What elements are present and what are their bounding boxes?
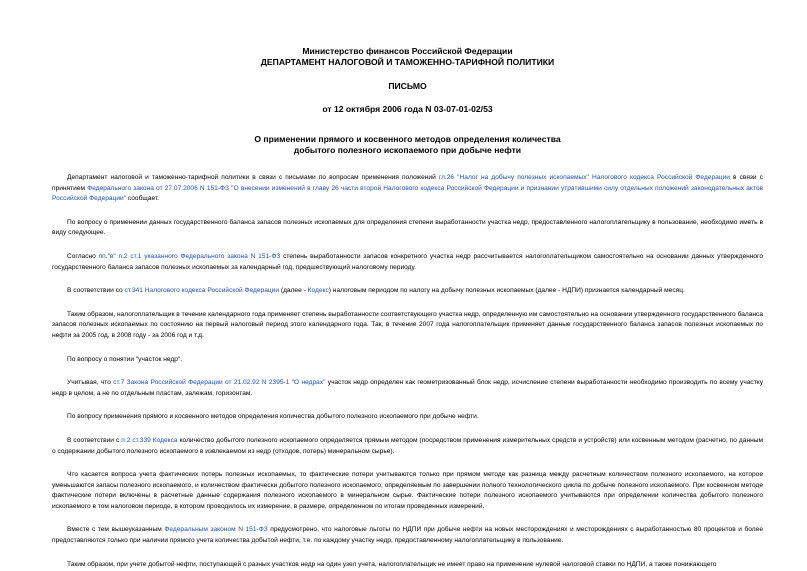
paragraph-text: участок недр определен как геометризованный блок недр, исчисление степени выработанности необходимо производить по всему участку недр в целом, а не по отдельным пластам, залежам, горизонтам. [52,379,763,397]
paragraph [52,286,763,297]
document-link[interactable]: ст.341 Налогового кодекса Российской Федерации [124,287,280,295]
paragraph-text: По вопросу применения прямого и косвенного методов определения количества добытого полезного ископаемого при добыче нефти. [67,413,479,421]
paragraph-text: сообщает. [126,195,160,203]
document-link[interactable]: пп."в" п.2 ст.1 указанного Федерального закона N 151-ФЗ [98,252,281,260]
ministry-name: Министерство финансов Российской Федерации [302,46,513,56]
paragraph [52,173,763,205]
document-link[interactable]: Федерального закона от 27.07.2006 N 151-ФЗ "О внесении изменений в главу 26 части второй Налогового кодекса Российской Федерации и признании утратившими силу отдельных положений законодательных актов Российской Федерации" [52,184,763,203]
document-link[interactable]: Кодекс [307,287,329,295]
paragraph [52,378,763,399]
paragraph-text: количество добытого полезного ископаемого определяется прямым методом (посредством применения измерительных средств и устройств) или косвенным методом (расчетно, по данным о содержании добытого полезного ископаемого в извлекаемом из недр (отходов, потерь) минеральном сырье). [52,436,763,455]
document-title-line-1: О применении прямого и косвенного методов определения количества [254,134,561,144]
paragraph-text: степень выработанности запасов конкретного участка недр рассчитывается налогоплательщиком самостоятельно на основании данных утвержденного государственного баланса запасов полезных ископаемых за календарный год, предшествующий налоговому периоду. [52,252,763,271]
paragraph [52,252,763,273]
document-type: ПИСЬМО [388,81,427,91]
paragraph [52,310,763,342]
paragraph [52,436,763,457]
paragraph-text: Учитывая, что [67,379,114,387]
paragraph-text: Департамент налоговой и таможенно-тарифной политики в связи с письмами по вопросам применения положений [67,174,439,181]
paragraph-text: ) налоговым периодом по налогу на добычу полезных ископаемых (далее - НДПИ) признается календарный месяц. [328,287,685,295]
paragraph-text: предусмотрено, что налоговые льготы по НДПИ при добыче нефти на новых месторождениях и месторождениях с выработанностью 80 процентов и более предоставляются только при наличии прямого учета количества добытой нефти, т.е. по каждому участку недр, предоставленному налогоплательщику в пользование. [52,526,763,545]
document-link[interactable]: ст.7 Закона Российской Федерации от 21.02.92 N 2395-1 "О недрах" [113,379,326,387]
paragraph-text: Вместе с тем вышеуказанным [67,526,165,534]
paragraph [52,525,763,546]
paragraph [52,355,763,366]
document-link[interactable]: Федеральным законом N 151-ФЗ [164,526,268,534]
paragraph-text: в связи с принятием [52,174,763,192]
document-body [52,173,763,570]
department-name: ДЕПАРТАМЕНТ НАЛОГОВОЙ И ТАМОЖЕННО-ТАРИФНОЙ ПОЛИТИКИ [260,57,555,67]
paragraph-text: Что касается вопроса учета фактических потерь полезных ископаемых, то фактические потери учитываются только при прямом методе как разница между расчетным количеством полезного ископаемого, на которое уменьшаются запасы полезного ископаемого, и количеством фактически добытого полезного ископаемого, определяемым по завершении полного технологического цикла по добыче полезного ископаемого. При косвенном методе фактические потери включены в расчетные данные содержания полезного ископаемого в минеральном сырье. Фактические потери полезного ископаемого учитываются при определении количества добытого полезного ископаемого в том налоговом периоде, в котором проводилось их измерение, в размере, определенном по итогам проведенных измерений. [52,471,763,510]
paragraph [52,412,763,423]
document-title-line-2: добытого полезного ископаемого при добыче нефти [293,145,522,155]
paragraph-text: Таким образом, налогоплательщик в течение календарного года применяет степень выработанности соответствующего участка недр, определенную им самостоятельно на основании утвержденного государственного баланса запасов полезных ископаемых по состоянию на первый налоговый период этого календарного года. Так, в течение 2007 года налогоплательщик применяет данные государственного баланса запасов полезных ископаемых по нефти за 2005 год, в 2008 году - за 2006 год и т.д. [52,310,763,339]
document-date-number: от 12 октября 2006 года N 03-07-01-02/53 [322,104,493,114]
paragraph [52,218,763,239]
paragraph-text: В соответствии со [67,287,125,295]
paragraph-text: По вопросу о понятии "участок недр". [67,355,183,363]
document-link[interactable]: п.2 ст.339 Кодекса [121,436,178,444]
paragraph [52,560,763,571]
paragraph-text: Согласно [67,252,99,260]
paragraph-text: (далее - [279,287,308,295]
paragraph-text: В соответствии с [67,436,122,444]
paragraph-text: Таким образом, при учете добытой нефти, поступающей с разных участков недр на один узел учета, налогоплательщик не имеет право на применение нулевой налоговой ставки по НДПИ, а также понижающего [67,560,717,568]
document-link[interactable]: гл.26 "Налог на добычу полезных ископаемых" Налогового кодекса Российской Федерации [438,174,730,181]
paragraph-text: По вопросу о применении данных государственного баланса запасов полезных ископаемых для определения степени выработанности участка недр, предоставленного налогоплательщику в пользование, необходимо иметь в виду следующее. [52,218,763,237]
paragraph [52,470,763,512]
